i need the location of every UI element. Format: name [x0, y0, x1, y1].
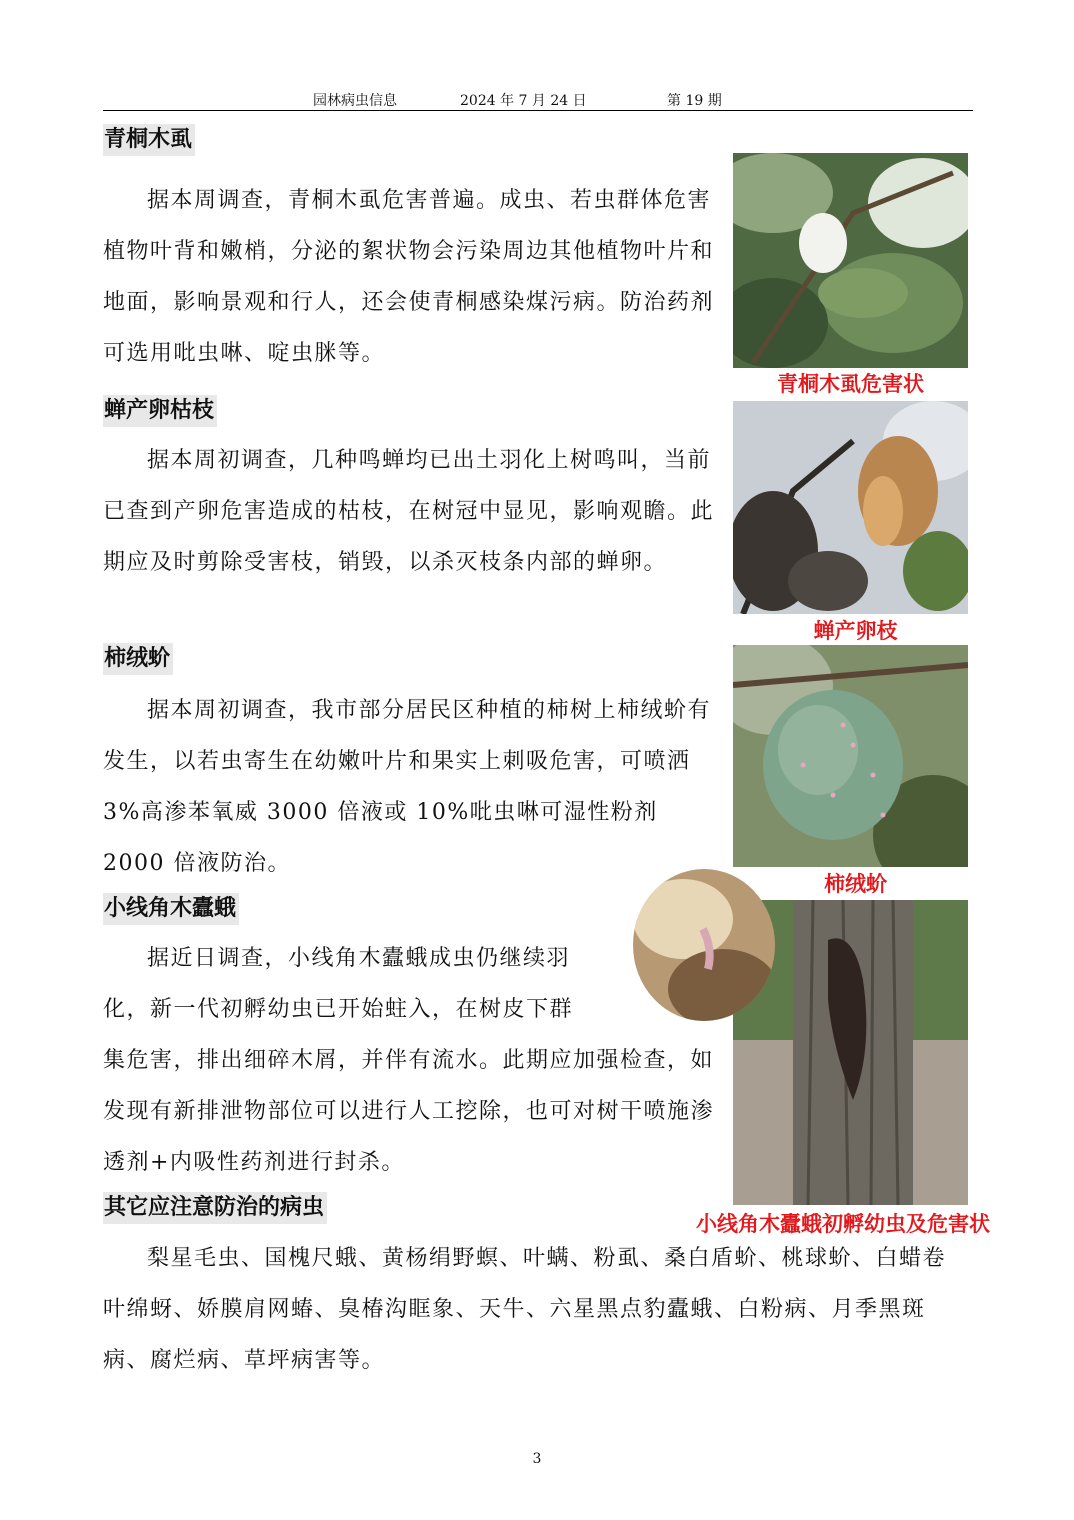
section-text-qingtong-muxi: 据本周调查，青桐木虱危害普遍。成虫、若虫群体危害植物叶背和嫩梢，分泌的絮状物会污染周边其他植物叶片和地面，影响景观和行人，还会使青桐感染煤污病。防治药剂可选用吡虫啉、啶虫脒等。 [103, 188, 715, 366]
section-title-qingtong-muxi: 青桐木虱 [103, 124, 195, 156]
section-title-other-pests: 其它应注意防治的病虫 [103, 1192, 327, 1224]
header-title: 园林病虫信息 [313, 93, 397, 109]
section-text-line2: 化，新一代初孵幼虫已开始蛀入，在树皮下群 [103, 997, 574, 1022]
larva-closeup-photo [633, 869, 775, 1021]
section-text-rest: 集危害，排出细碎木屑，并伴有流水。此期应加强检查，如发现有新排泄物部位可以进行人工挖除，也可对树干喷施渗透剂+内吸性药剂进行封杀。 [103, 1048, 715, 1175]
shi-rongjie-caption: 柿绒蚧 [824, 872, 887, 896]
section-text-chan-chanluan: 据本周初调查，几种鸣蝉均已出土羽化上树鸣叫，当前已查到产卵危害造成的枯枝，在树冠中显见，影响观瞻。此期应及时剪除受害枝，销毁，以杀灭枝条内部的蝉卵。 [103, 448, 715, 575]
header-date: 2024 年 7 月 24 日 [460, 93, 587, 109]
header-issue: 第 19 期 [667, 93, 722, 109]
section-title-chan-chanluan: 蝉产卵枯枝 [103, 395, 217, 427]
chan-chanluan-photo [733, 401, 968, 614]
qingtong-muxi-photo [733, 153, 968, 368]
mudu-e-caption: 小线角木蠹蛾初孵幼虫及危害状 [696, 1212, 990, 1236]
section-text-shi-rongjie: 据本周初调查，我市部分居民区种植的柿树上柿绒蚧有发生，以若虫寄生在幼嫩叶片和果实上刺吸危害，可喷洒 3%高渗苯氧威 3000 倍液或 10%吡虫啉可湿性粉剂 2000 倍液防治。 [103, 698, 712, 876]
section-title-shi-rongjie: 柿绒蚧 [103, 643, 173, 675]
section-title-xiaoxianjiao-mudu-e: 小线角木蠹蛾 [103, 893, 239, 925]
page-number: 3 [532, 1451, 542, 1467]
chan-chanluan-caption: 蝉产卵枝 [813, 619, 898, 643]
section-text-other-pests: 梨星毛虫、国槐尺蛾、黄杨绢野螟、叶螨、粉虱、桑白盾蚧、桃球蚧、白蜡卷叶绵蚜、娇膜肩网蝽、臭椿沟眶象、天牛、六星黑点豹蠹蛾、白粉病、月季黑斑病、腐烂病、草坪病害等。 [103, 1246, 947, 1373]
shi-rongjie-photo [733, 645, 968, 867]
section-text-line1: 据近日调查，小线角木蠹蛾成虫仍继续羽 [147, 946, 571, 971]
page-header [103, 90, 973, 111]
qingtong-muxi-caption: 青桐木虱危害状 [777, 372, 924, 396]
